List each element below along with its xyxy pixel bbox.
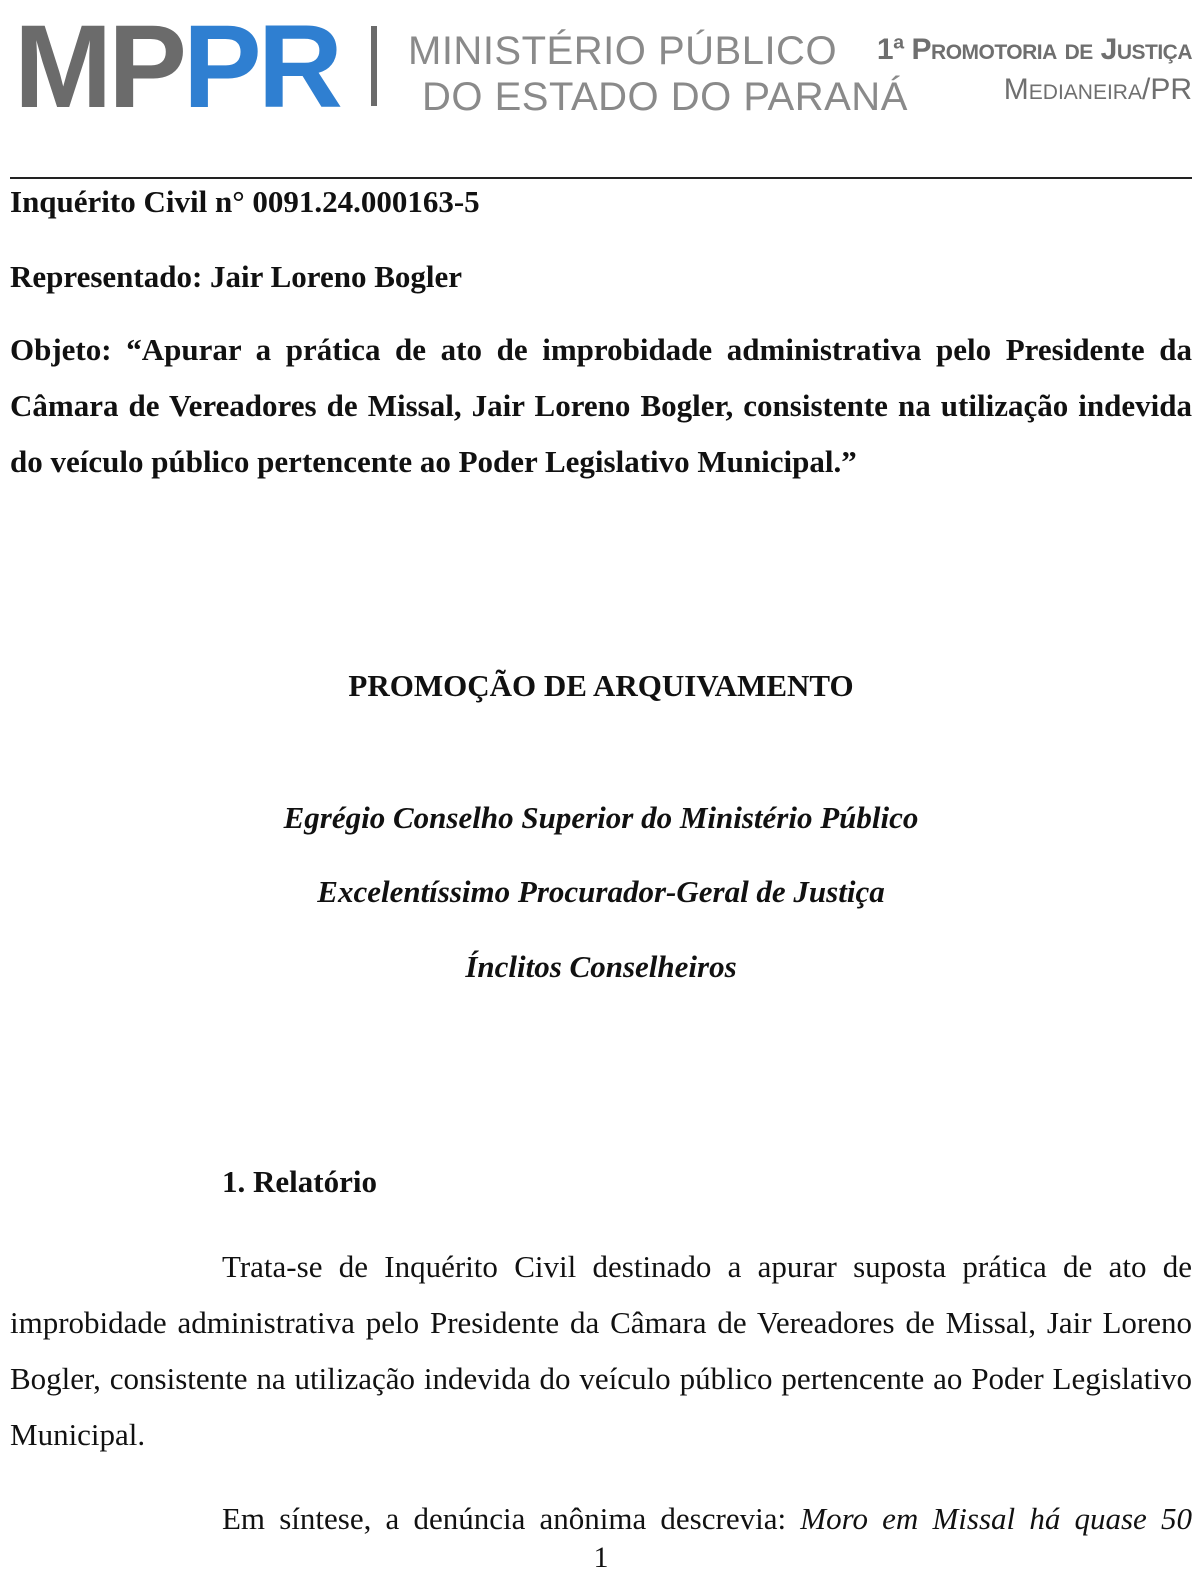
- logo-line-2: DO ESTADO DO PARANÁ: [422, 75, 908, 119]
- logo-mark: [14, 1, 339, 133]
- salutation-line-2: Excelentíssimo Procurador-Geral de Justiça: [317, 874, 885, 909]
- logo-pr: PR: [183, 1, 339, 133]
- logo-mp: MP: [14, 1, 183, 133]
- logo-separator: [371, 26, 377, 106]
- objeto-paragraph: Objeto: “Apurar a prática de ato de improbidade administrativa pelo Presidente da Câmara de Vereadores de Missal, Jair Loreno Bogler, consistente na utilização indevida do veículo público pertencente ao Poder Legislativo Municipal.”: [10, 332, 1192, 479]
- promotoria-name: 1ª Promotoria de Justiça: [876, 33, 1192, 66]
- logo-wordmark: [408, 28, 908, 120]
- promotoria-city: Medianeira/PR: [1003, 73, 1192, 106]
- section-heading-relatorio: 1. Relatório: [222, 1164, 377, 1199]
- paragraph-2-lead: Em síntese, a denúncia anônima descrevia:: [222, 1501, 801, 1536]
- salutation-line-3: Ínclitos Conselheiros: [465, 949, 737, 984]
- document-title: PROMOÇÃO DE ARQUIVAMENTO: [348, 668, 854, 703]
- logo-line-1: MINISTÉRIO PÚBLICO: [408, 29, 838, 73]
- mppr-logo: [14, 1, 908, 133]
- inquerito-number: Inquérito Civil n° 0091.24.000163-5: [10, 184, 480, 219]
- paragraph-1: Trata-se de Inquérito Civil destinado a apurar suposta prática de ato de improbidade administrativa pelo Presidente da Câmara de Vereadores de Missal, Jair Loreno Bogler, consistente na utilização indevida do veículo público pertencente ao Poder Legislativo Municipal.: [10, 1249, 1192, 1452]
- paragraph-2: [10, 1491, 1192, 1547]
- page-number: 1: [593, 1541, 609, 1574]
- salutation-line-1: Egrégio Conselho Superior do Ministério Público: [283, 800, 919, 835]
- promotoria-header: [877, 30, 1192, 110]
- document-page: [10, 0, 1192, 1575]
- paragraph-2-quote: Moro em Missal há quase 50: [800, 1501, 1192, 1536]
- representado: Representado: Jair Loreno Bogler: [10, 259, 463, 294]
